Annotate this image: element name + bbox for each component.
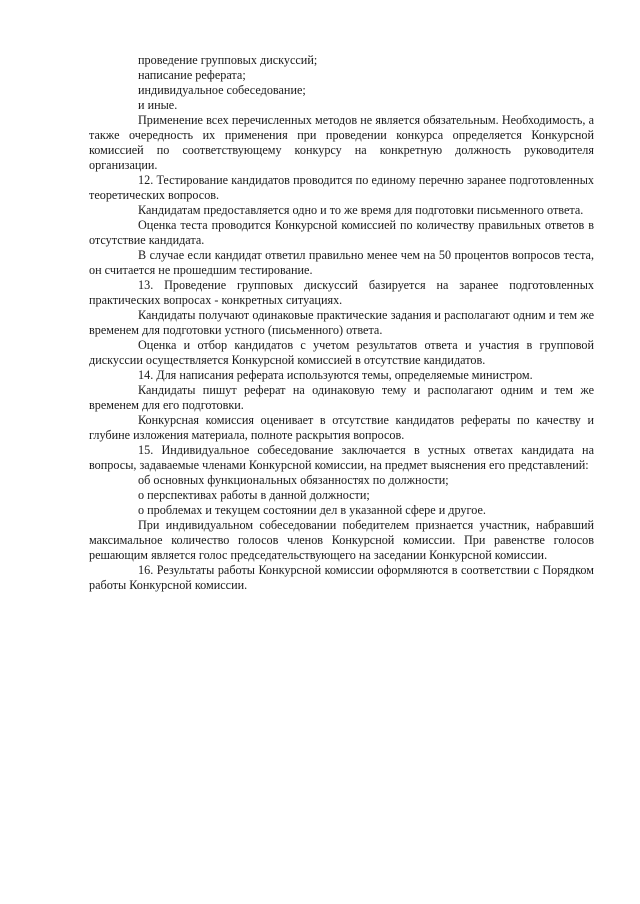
paragraph-16-results: 16. Результаты работы Конкурсной комиссии оформляются в соответствии с Порядком работы Конкурсной комиссии. [89,563,594,592]
interview-item-problems: о проблемах и текущем состоянии дел в указанной сфере и другое. [138,503,486,517]
method-item-essay: написание реферата; [138,68,246,82]
method-item-other: и иные. [138,98,178,112]
paragraph-essay-writing: Кандидаты пишут реферат на одинаковую тему и располагают одним и тем же временем для его подготовки. [89,383,594,412]
paragraph-12-testing: 12. Тестирование кандидатов проводится по единому перечню заранее подготовленных теоретических вопросов. [89,173,594,202]
interview-item-prospects: о перспективах работы в данной должности; [138,488,370,502]
paragraph-discussion-tasks: Кандидаты получают одинаковые практические задания и располагают одним и тем же временем для подготовки устного (письменного) ответа. [89,308,594,337]
paragraph-methods-application: Применение всех перечисленных методов не является обязательным. Необходимость, а также очередность их применения при проведении конкурса определяется Конкурсной комиссией по соответствующему конкурсу на конкретную должность руководителя организации. [89,113,594,172]
method-item-discussions: проведение групповых дискуссий; [138,53,318,67]
paragraph-15-interview: 15. Индивидуальное собеседование заключается в устных ответах кандидата на вопросы, задаваемые членами Конкурсной комиссии, на предмет выяснения его представлений: [89,443,594,472]
paragraph-interview-winner: При индивидуальном собеседовании победителем признается участник, набравший максимальное количество голосов членов Конкурсной комиссии. При равенстве голосов решающим является голос председательствующего на заседании Конкурсной комиссии. [89,518,594,562]
paragraph-14-essay: 14. Для написания реферата используются темы, определяемые министром. [138,368,533,382]
document-text [89,53,594,593]
paragraph-discussion-evaluation: Оценка и отбор кандидатов с учетом результатов ответа и участия в групповой дискуссии осуществляется Конкурсной комиссией в отсутствие кандидатов. [89,338,594,367]
paragraph-testing-threshold: В случае если кандидат ответил правильно менее чем на 50 процентов вопросов теста, он считается не прошедшим тестирование. [89,248,594,277]
paragraph-13-discussions: 13. Проведение групповых дискуссий базируется на заранее подготовленных практических вопросах - конкретных ситуациях. [89,278,594,307]
method-item-interview: индивидуальное собеседование; [138,83,306,97]
paragraph-testing-evaluation: Оценка теста проводится Конкурсной комиссией по количеству правильных ответов в отсутствие кандидата. [89,218,594,247]
paragraph-testing-time: Кандидатам предоставляется одно и то же время для подготовки письменного ответа. [138,203,584,217]
paragraph-essay-evaluation: Конкурсная комиссия оценивает в отсутствие кандидатов рефераты по качеству и глубине изложения материала, полноте раскрытия вопросов. [89,413,594,442]
interview-item-duties: об основных функциональных обязанностях по должности; [138,473,449,487]
